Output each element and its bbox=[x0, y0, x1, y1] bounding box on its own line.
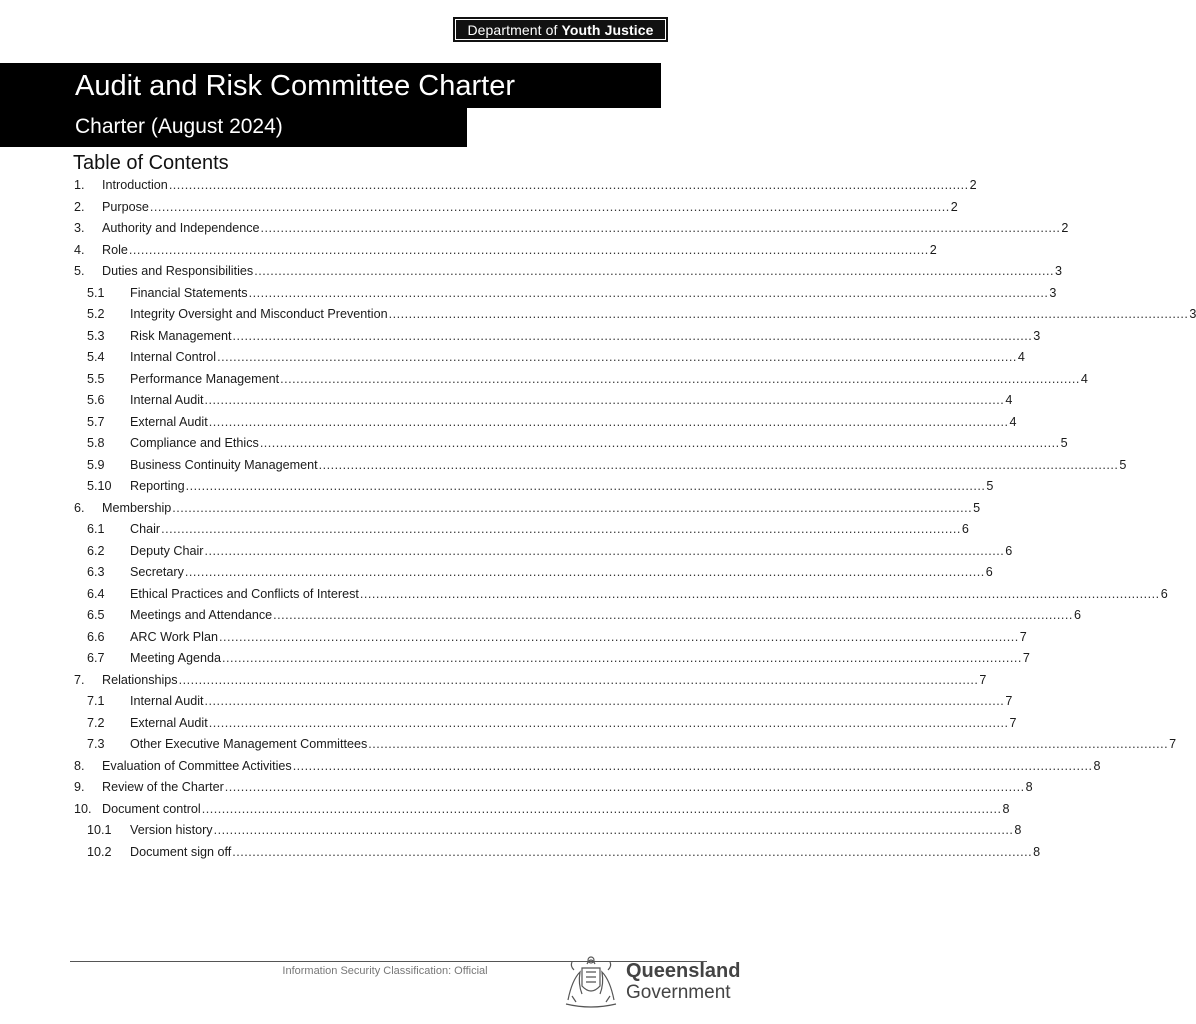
toc-leader-dots: ........................................................................................................................................................................................................ bbox=[280, 371, 1080, 386]
title-bar bbox=[0, 63, 661, 108]
toc-entry-page: 8 bbox=[1025, 780, 1033, 794]
toc-entry-number: 7. bbox=[74, 672, 85, 687]
toc-entry-label: Reporting bbox=[130, 479, 185, 493]
toc-entry-page: 5 bbox=[986, 479, 994, 493]
toc-leader-dots: ........................................................................................................................................................................................................ bbox=[128, 242, 929, 257]
toc-entry-page: 6 bbox=[1160, 586, 1168, 601]
toc-leader-dots: ........................................................................................................................................................................................................ bbox=[273, 608, 1073, 622]
toc-entry[interactable] bbox=[0, 648, 1030, 670]
toc-entry[interactable] bbox=[0, 605, 1081, 627]
toc-entry-page: 6 bbox=[961, 522, 969, 536]
toc-entry-number: 7.2 bbox=[87, 715, 105, 730]
toc-leader-dots: ........................................................................................................................................................................................................ bbox=[217, 350, 1017, 364]
toc-entry[interactable] bbox=[0, 734, 1177, 756]
toc-entry[interactable] bbox=[0, 627, 1027, 649]
toc-leader-dots: ........................................................................................................................................................................................................ bbox=[388, 307, 1189, 321]
toc-entry[interactable] bbox=[0, 326, 1041, 348]
coat-of-arms-icon bbox=[560, 950, 622, 1012]
toc-entry-label: Meetings and Attendance bbox=[130, 608, 273, 622]
toc-entry-label: Risk Management bbox=[130, 328, 232, 343]
toc-entry-number: 6.7 bbox=[87, 651, 105, 665]
toc-entry[interactable] bbox=[0, 584, 1168, 606]
toc-entry-label: Introduction bbox=[102, 178, 168, 192]
toc-leader-dots: ........................................................................................................................................................................................................ bbox=[185, 479, 986, 493]
toc-leader-dots: ........................................................................................................................................................................................................ bbox=[232, 844, 1033, 859]
toc-entry-label: Purpose bbox=[102, 199, 149, 214]
toc-entry-page: 6 bbox=[1005, 543, 1013, 558]
toc-leader-dots: ........................................................................................................................................................................................................ bbox=[213, 823, 1014, 837]
toc-leader-dots: ........................................................................................................................................................................................................ bbox=[368, 737, 1169, 751]
toc-entry-label: Document sign off bbox=[130, 844, 232, 859]
toc-entry-label: Review of the Charter bbox=[102, 780, 224, 794]
toc-entry-number: 3. bbox=[74, 221, 85, 235]
toc-entry-label: Business Continuity Management bbox=[130, 457, 318, 472]
toc-entry-label: Document control bbox=[102, 801, 201, 816]
toc-entry[interactable] bbox=[0, 562, 993, 584]
document-title: Audit and Risk Committee Charter bbox=[75, 70, 515, 102]
toc-entry[interactable] bbox=[0, 691, 1013, 713]
toc-entry-number: 5.6 bbox=[87, 393, 105, 407]
toc-entry-page: 7 bbox=[1009, 715, 1017, 730]
classification-label: Information Security Classification: Official bbox=[282, 965, 488, 977]
toc-entry-page: 4 bbox=[1005, 393, 1013, 407]
toc-entry-page: 7 bbox=[1022, 651, 1030, 665]
toc-entry[interactable] bbox=[0, 369, 1088, 391]
toc-entry[interactable] bbox=[0, 197, 958, 219]
toc-leader-dots: ........................................................................................................................................................................................................ bbox=[318, 457, 1119, 472]
toc-entry-page: 3 bbox=[1033, 328, 1041, 343]
toc-entry-label: Deputy Chair bbox=[130, 543, 204, 558]
toc-entry[interactable] bbox=[0, 713, 1017, 735]
toc-leader-dots: ........................................................................................................................................................................................................ bbox=[232, 328, 1033, 343]
toc-entry[interactable] bbox=[0, 283, 1057, 305]
toc-leader-dots: ........................................................................................................................................................................................................ bbox=[172, 500, 973, 515]
toc-entry-page: 4 bbox=[1080, 371, 1088, 386]
toc-entry-number: 6.5 bbox=[87, 608, 105, 622]
toc-entry[interactable] bbox=[0, 476, 994, 498]
toc-entry-page: 3 bbox=[1189, 307, 1196, 321]
toc-entry-page: 6 bbox=[1073, 608, 1081, 622]
toc-entry-label: Chair bbox=[130, 522, 161, 536]
toc-entry[interactable] bbox=[0, 240, 937, 262]
toc-leader-dots: ........................................................................................................................................................................................................ bbox=[260, 221, 1061, 235]
toc-entry[interactable] bbox=[0, 347, 1025, 369]
toc-entry-number: 10. bbox=[74, 801, 92, 816]
toc-entry-number: 5.7 bbox=[87, 414, 105, 429]
toc-entry-label: Ethical Practices and Conflicts of Interest bbox=[130, 586, 359, 601]
toc-entry[interactable] bbox=[0, 777, 1033, 799]
toc-entry-label: Authority and Independence bbox=[102, 221, 260, 235]
toc-entry-label: Integrity Oversight and Misconduct Prevention bbox=[130, 307, 388, 321]
toc-entry-number: 6.6 bbox=[87, 629, 105, 644]
toc-leader-dots: ........................................................................................................................................................................................................ bbox=[208, 414, 1009, 429]
toc-entry-number: 10.1 bbox=[87, 823, 112, 837]
toc-entry-label: Internal Audit bbox=[130, 393, 204, 407]
toc-entry-label: Meeting Agenda bbox=[130, 651, 222, 665]
toc-entry-number: 5.2 bbox=[87, 307, 105, 321]
toc-entry-number: 10.2 bbox=[87, 844, 112, 859]
toc-entry[interactable] bbox=[0, 433, 1068, 455]
toc-entry-page: 5 bbox=[973, 500, 981, 515]
toc-entry-number: 5.8 bbox=[87, 436, 105, 450]
toc-entry[interactable] bbox=[0, 390, 1013, 412]
toc-heading: Table of Contents bbox=[73, 152, 229, 174]
toc-entry-page: 7 bbox=[1169, 737, 1177, 751]
toc-entry[interactable] bbox=[0, 412, 1017, 434]
toc-leader-dots: ........................................................................................................................................................................................................ bbox=[218, 629, 1019, 644]
toc-entry-number: 7.3 bbox=[87, 737, 105, 751]
toc-entry-number: 7.1 bbox=[87, 694, 105, 708]
queensland-government-logo bbox=[560, 950, 740, 1012]
toc-entry-page: 3 bbox=[1049, 285, 1057, 300]
department-prefix: Department of bbox=[467, 22, 558, 38]
toc-entry-number: 5.4 bbox=[87, 350, 105, 364]
toc-entry-page: 4 bbox=[1017, 350, 1025, 364]
toc-leader-dots: ........................................................................................................................................................................................................ bbox=[259, 436, 1060, 450]
toc-leader-dots: ........................................................................................................................................................................................................ bbox=[224, 780, 1025, 794]
toc-entry-number: 6.4 bbox=[87, 586, 105, 601]
toc-entry-page: 2 bbox=[1061, 221, 1069, 235]
toc-entry[interactable] bbox=[0, 498, 981, 520]
toc-entry-number: 1. bbox=[74, 178, 85, 192]
toc-entry-number: 9. bbox=[74, 780, 85, 794]
toc-entry-number: 2. bbox=[74, 199, 85, 214]
toc-entry-label: Role bbox=[102, 242, 128, 257]
toc-entry-label: External Audit bbox=[130, 715, 208, 730]
toc-entry-label: External Audit bbox=[130, 414, 208, 429]
toc-leader-dots: ........................................................................................................................................................................................................ bbox=[161, 522, 961, 536]
toc-leader-dots: ........................................................................................................................................................................................................ bbox=[248, 285, 1049, 300]
toc-entry-number: 6.3 bbox=[87, 565, 105, 579]
toc-entry-label: Membership bbox=[102, 500, 172, 515]
toc-leader-dots: ........................................................................................................................................................................................................ bbox=[254, 264, 1055, 278]
logo-line-queensland: Queensland bbox=[626, 960, 741, 982]
toc-entry-number: 5.1 bbox=[87, 285, 105, 300]
toc-leader-dots: ........................................................................................................................................................................................................ bbox=[204, 543, 1005, 558]
toc-entry-page: 5 bbox=[1060, 436, 1068, 450]
toc-entry[interactable] bbox=[0, 455, 1127, 477]
toc-entry-page: 5 bbox=[1119, 457, 1127, 472]
toc-entry-page: 8 bbox=[1033, 844, 1041, 859]
toc-leader-dots: ........................................................................................................................................................................................................ bbox=[208, 715, 1009, 730]
toc-entry[interactable] bbox=[0, 670, 987, 692]
toc-entry-number: 6. bbox=[74, 500, 85, 515]
toc-leader-dots: ........................................................................................................................................................................................................ bbox=[168, 178, 969, 192]
toc-entry[interactable] bbox=[0, 820, 1022, 842]
toc-leader-dots: ........................................................................................................................................................................................................ bbox=[204, 694, 1005, 708]
toc-entry-number: 8. bbox=[74, 758, 85, 773]
toc-entry-label: Internal Control bbox=[130, 350, 217, 364]
toc-entry-page: 3 bbox=[1055, 264, 1063, 278]
toc-entry-label: Version history bbox=[130, 823, 213, 837]
toc-entry-page: 7 bbox=[979, 672, 987, 687]
toc-entry-page: 8 bbox=[1014, 823, 1022, 837]
toc-entry-label: Evaluation of Committee Activities bbox=[102, 758, 292, 773]
toc-leader-dots: ........................................................................................................................................................................................................ bbox=[292, 758, 1093, 773]
toc-entry-label: Financial Statements bbox=[130, 285, 248, 300]
toc-leader-dots: ........................................................................................................................................................................................................ bbox=[222, 651, 1022, 665]
department-badge bbox=[453, 17, 668, 42]
toc-entry-label: Compliance and Ethics bbox=[130, 436, 259, 450]
department-name: Youth Justice bbox=[561, 22, 654, 38]
toc-entry-label: ARC Work Plan bbox=[130, 629, 218, 644]
toc-entry[interactable] bbox=[0, 842, 1041, 864]
toc-leader-dots: ........................................................................................................................................................................................................ bbox=[149, 199, 950, 214]
toc-entry-page: 8 bbox=[1093, 758, 1101, 773]
toc-entry-label: Duties and Responsibilities bbox=[102, 264, 254, 278]
toc-entry[interactable] bbox=[0, 175, 977, 197]
toc-entry-page: 7 bbox=[1019, 629, 1027, 644]
toc-entry-number: 5.5 bbox=[87, 371, 105, 386]
toc-leader-dots: ........................................................................................................................................................................................................ bbox=[201, 801, 1002, 816]
toc-entry-number: 5.10 bbox=[87, 479, 112, 493]
toc-entry[interactable] bbox=[0, 304, 1196, 326]
toc-entry-label: Other Executive Management Committees bbox=[130, 737, 368, 751]
toc-entry-number: 5. bbox=[74, 264, 85, 278]
toc-entry-page: 2 bbox=[929, 242, 937, 257]
toc-entry-number: 6.1 bbox=[87, 522, 105, 536]
toc-entry-page: 6 bbox=[985, 565, 993, 579]
toc-entry[interactable] bbox=[0, 218, 1069, 240]
toc-entry[interactable] bbox=[0, 756, 1101, 778]
toc-entry-number: 5.3 bbox=[87, 328, 105, 343]
toc-entry[interactable] bbox=[0, 519, 969, 541]
toc-entry-page: 7 bbox=[1005, 694, 1013, 708]
toc-entry-number: 6.2 bbox=[87, 543, 105, 558]
toc-entry-label: Relationships bbox=[102, 672, 178, 687]
toc-leader-dots: ........................................................................................................................................................................................................ bbox=[204, 393, 1005, 407]
toc-entry-label: Internal Audit bbox=[130, 694, 204, 708]
toc-entry-page: 2 bbox=[950, 199, 958, 214]
subtitle-bar bbox=[0, 108, 467, 147]
toc-entry[interactable] bbox=[0, 261, 1063, 283]
toc-entry[interactable] bbox=[0, 799, 1010, 821]
toc-entry-label: Secretary bbox=[130, 565, 184, 579]
toc-leader-dots: ........................................................................................................................................................................................................ bbox=[178, 672, 979, 687]
logo-line-government: Government bbox=[626, 982, 731, 1003]
toc-leader-dots: ........................................................................................................................................................................................................ bbox=[184, 565, 985, 579]
toc-entry-number: 4. bbox=[74, 242, 85, 257]
toc-leader-dots: ........................................................................................................................................................................................................ bbox=[359, 586, 1160, 601]
toc-entry[interactable] bbox=[0, 541, 1013, 563]
toc-entry-number: 5.9 bbox=[87, 457, 105, 472]
toc-entry-label: Performance Management bbox=[130, 371, 280, 386]
toc-entry-page: 2 bbox=[969, 178, 977, 192]
toc-entry-page: 4 bbox=[1009, 414, 1017, 429]
document-subtitle: Charter (August 2024) bbox=[75, 115, 283, 138]
toc-entry-page: 8 bbox=[1002, 801, 1010, 816]
